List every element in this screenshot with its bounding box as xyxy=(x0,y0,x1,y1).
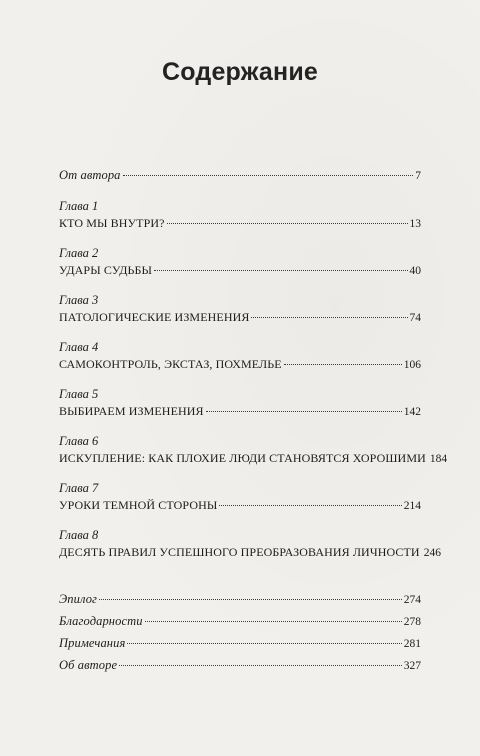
toc-page-number: 278 xyxy=(403,616,421,628)
toc-entry-title: ВЫБИРАЕМ ИЗМЕНЕНИЯ xyxy=(59,404,204,418)
toc-page-number: 327 xyxy=(403,660,421,672)
toc-entry-title: ПАТОЛОГИЧЕСКИЕ ИЗМЕНЕНИЯ xyxy=(59,310,250,324)
toc-entry-chapter-8 xyxy=(59,527,441,561)
toc-entry-acknowledgements xyxy=(59,613,421,630)
dot-leader xyxy=(99,599,402,600)
dot-leader xyxy=(123,175,414,176)
toc-page-number: 274 xyxy=(403,594,421,606)
dot-leader xyxy=(154,270,407,271)
toc-entry-chapter-6 xyxy=(59,433,448,467)
chapter-label: Глава 3 xyxy=(59,293,99,307)
toc-page-number: 40 xyxy=(409,265,421,277)
page-title: Содержание xyxy=(161,58,319,86)
dot-leader xyxy=(167,223,408,224)
toc-entry-chapter-7 xyxy=(59,480,421,514)
toc-entry-title: УДАРЫ СУДЬБЫ xyxy=(59,263,153,277)
chapter-label: Глава 7 xyxy=(59,481,99,495)
dot-leader xyxy=(119,665,402,666)
toc-page-number: 281 xyxy=(403,638,421,650)
toc-page-number: 7 xyxy=(415,170,421,182)
chapter-label: Глава 2 xyxy=(59,246,99,260)
toc-entry-title: От автора xyxy=(59,168,121,182)
dot-leader xyxy=(127,643,401,644)
toc-entry-chapter-4 xyxy=(59,339,421,373)
toc-page-number: 142 xyxy=(403,406,421,418)
chapter-label: Глава 6 xyxy=(59,434,99,448)
dot-leader xyxy=(284,364,402,365)
toc-entry-title: Примечания xyxy=(59,636,126,650)
dot-leader xyxy=(206,411,402,412)
toc-entry-chapter-5 xyxy=(59,386,421,420)
toc-entry-chapter-1 xyxy=(59,198,421,232)
toc-entry-notes xyxy=(59,635,421,652)
toc-page-number: 13 xyxy=(409,218,421,230)
toc-page-number: 74 xyxy=(409,312,421,324)
toc-page-number: 184 xyxy=(429,453,448,465)
toc-entry-chapter-3 xyxy=(59,292,421,326)
toc-entry-title: КТО МЫ ВНУТРИ? xyxy=(59,216,165,230)
toc-entry-chapter-2 xyxy=(59,245,421,279)
chapter-label: Глава 1 xyxy=(59,199,99,213)
toc-entry-title: ИСКУПЛЕНИЕ: КАК ПЛОХИЕ ЛЮДИ СТАНОВЯТСЯ ХОРОШИМИ xyxy=(59,451,426,465)
toc-entry-title: ДЕСЯТЬ ПРАВИЛ УСПЕШНОГО ПРЕОБРАЗОВАНИЯ ЛИЧНОСТИ xyxy=(59,545,420,559)
chapter-label: Глава 8 xyxy=(59,528,99,542)
toc-entry-title: Эпилог xyxy=(59,592,98,606)
toc-entry-author-preface xyxy=(59,167,421,184)
chapter-label: Глава 4 xyxy=(59,340,99,354)
toc-entry-title: САМОКОНТРОЛЬ, ЭКСТАЗ, ПОХМЕЛЬЕ xyxy=(59,357,282,371)
toc-entry-title: Об авторе xyxy=(59,658,118,672)
dot-leader xyxy=(145,621,402,622)
toc-entry-epilogue xyxy=(59,591,421,608)
toc-entry-title: Благодарности xyxy=(59,614,143,628)
dot-leader xyxy=(219,505,401,506)
chapter-label: Глава 5 xyxy=(59,387,99,401)
toc-entry-title: УРОКИ ТЕМНОЙ СТОРОНЫ xyxy=(59,498,218,512)
toc-page-number: 246 xyxy=(423,547,441,559)
toc-page-number: 106 xyxy=(403,359,421,371)
toc-entry-about-author xyxy=(59,657,421,674)
dot-leader xyxy=(251,317,407,318)
toc-page-number: 214 xyxy=(403,500,421,512)
